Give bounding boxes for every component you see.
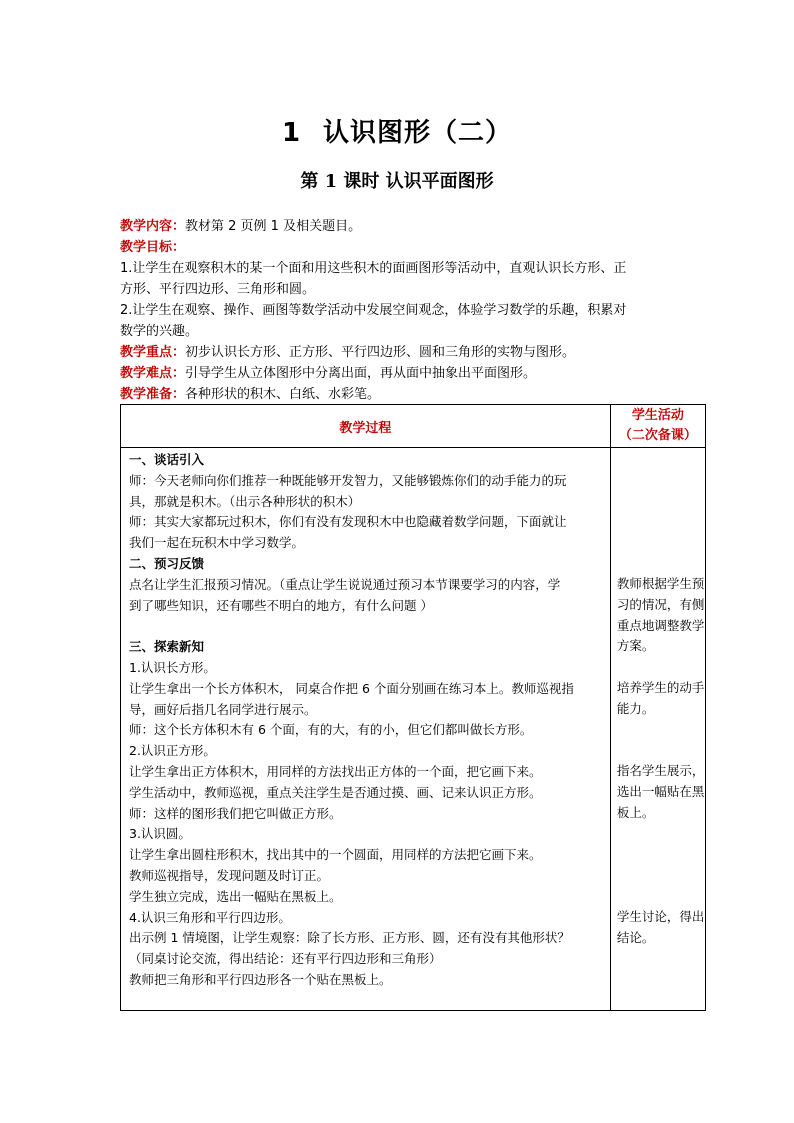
process-line: 师：今天老师向你们推荐一种既能够开发智力，又能够锻炼你们的动手能力的玩: [129, 472, 567, 488]
prep-line: [120, 384, 680, 405]
goal1-line1: 1.让学生在观察积木的某一个面和用这些积木的面画图形等活动中，直观认识长方形、正: [120, 261, 627, 276]
header-student-activity: [610, 405, 705, 448]
goal2-line1: 2.让学生在观察、操作、画图等数学活动中发展空间观念，体验学习数学的乐趣，积累对: [120, 303, 627, 318]
process-cell: [121, 448, 611, 1011]
section-heading: 三、探索新知: [129, 639, 205, 655]
goals-line: [120, 237, 680, 258]
lesson-title-text: 认识图形（二）: [323, 118, 513, 148]
process-line: 1.认识长方形。: [129, 659, 216, 675]
prep-text: 各种形状的积木、白纸、水彩笔。: [185, 387, 381, 402]
key-label: 教学重点：: [120, 345, 186, 360]
lesson-subtitle: 第 1 课时 认识平面图形: [300, 171, 494, 192]
header-side-line1: 学生活动: [631, 408, 684, 423]
key-line: [120, 342, 680, 363]
process-line: （同桌讨论交流，得出结论：还有平行四边形和三角形）: [129, 951, 442, 967]
goal1-line2: 方形、平行四边形、三角形和圆。: [120, 282, 316, 297]
process-line: 具，那就是积木。（出示各种形状的积木）: [129, 493, 361, 509]
process-line: 点名让学生汇报预习情况。（重点让学生说说通过预习本节课要学习的内容，学: [129, 576, 561, 592]
process-line: 教师巡视指导，发现问题及时订正。: [129, 867, 330, 883]
blank-line: [129, 616, 606, 637]
process-line: 2.认识正方形。: [129, 743, 216, 759]
key-text: 初步认识长方形、正方形、平行四边形、圆和三角形的实物与图形。: [185, 345, 576, 360]
table-header-row: [121, 405, 706, 448]
process-line: 让学生拿出正方体积木，用同样的方法找出正方体的一个面，把它画下来。: [129, 763, 542, 779]
lesson-title: [0, 112, 794, 149]
content-label: 教学内容：: [120, 219, 186, 234]
content-text: 教材第 2 页例 1 及相关题目。: [185, 219, 362, 234]
student-activity-cell: [610, 448, 705, 1011]
section-heading: 二、预习反馈: [129, 555, 205, 571]
difficulty-text: 引导学生从立体图形中分离出面，再从面中抽象出平面图形。: [185, 366, 537, 381]
prep-label: 教学准备：: [120, 387, 186, 402]
header-side-line2: （二次备课）: [618, 428, 697, 443]
process-line: 让学生拿出一个长方体积木， 同桌合作把 6 个面分别画在练习本上。教师巡视指: [129, 680, 574, 696]
process-line: 导，画好后指几名同学进行展示。: [129, 701, 317, 717]
process-line: 教师把三角形和平行四边形各一个贴在黑板上。: [129, 971, 392, 987]
difficulty-line: [120, 363, 680, 384]
process-line: 我们一起在玩积木中学习数学。: [129, 535, 305, 551]
process-table: [120, 404, 706, 1011]
process-line: 学生活动中，教师巡视，重点关注学生是否通过摸、画、记来认识正方形。: [129, 784, 542, 800]
process-line: 4.认识三角形和平行四边形。: [129, 909, 291, 925]
process-line: 师：这个长方体积木有 6 个面，有的大，有的小，但它们都叫做长方形。: [129, 722, 533, 738]
process-line: 学生独立完成，选出一幅贴在黑板上。: [129, 888, 342, 904]
section-heading: 一、谈话引入: [129, 452, 205, 467]
header-process: 教学过程: [121, 405, 611, 448]
lesson-number: 1: [281, 118, 302, 148]
process-line: 师：其实大家都玩过积木，你们有没有发现积木中也隐藏着数学问题，下面就让: [129, 514, 567, 530]
activity-note: 指名学生展示，选出一幅贴在黑板上。: [616, 763, 705, 820]
content-line: [120, 216, 680, 237]
table-body-row: [121, 448, 706, 1011]
process-line: 出示例 1 情境图，让学生观察：除了长方形、正方形、圆，还有没有其他形状？: [129, 930, 570, 946]
activity-note: 学生讨论，得出结论。: [616, 909, 705, 945]
process-line: 师：这样的图形我们把它叫做正方形。: [129, 805, 342, 821]
process-line: 到了哪些知识，还有哪些不明白的地方，有什么问题 ）: [129, 597, 433, 613]
activity-note: 培养学生的动手能力。: [616, 680, 705, 716]
difficulty-label: 教学难点：: [120, 366, 186, 381]
goal2-line2: 数学的兴趣。: [120, 324, 199, 339]
activity-note: 教师根据学生预习的情况，有侧重点地调整教学方案。: [616, 576, 705, 654]
process-line: 3.认识圆。: [129, 826, 191, 842]
process-line: 让学生拿出圆柱形积木，找出其中的一个圆面，用同样的方法把它画下来。: [129, 847, 542, 863]
lesson-intro: [120, 216, 680, 405]
goals-label: 教学目标：: [120, 240, 186, 255]
